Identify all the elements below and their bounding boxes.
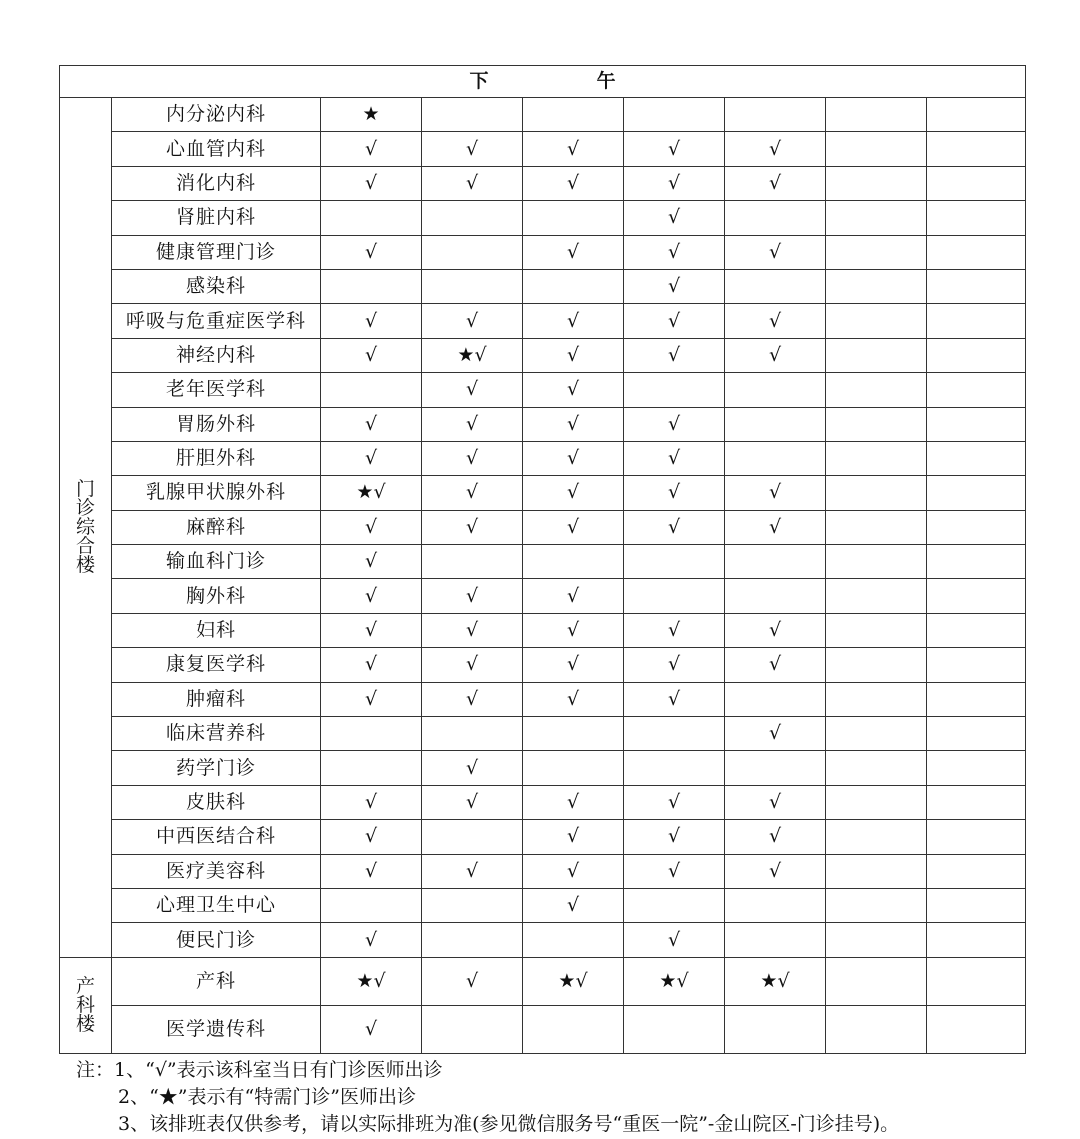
building-char: 科 [75,993,95,1016]
schedule-cell: √ [624,682,725,716]
note-line-2: 2、“★”表示有“特需门诊”医师出诊 [118,1086,416,1108]
table-row [60,166,1026,200]
department-name: 胃肠外科 [112,407,321,441]
schedule-cell [321,717,422,751]
table-row [60,132,1026,166]
department-name: 心血管内科 [112,132,321,166]
schedule-cell [826,682,927,716]
schedule-cell: √ [624,304,725,338]
schedule-cell: √ [624,785,725,819]
schedule-cell [826,1005,927,1053]
schedule-cell: ★√ [321,476,422,510]
table-row [60,854,1026,888]
schedule-cell [321,751,422,785]
header-row [60,66,1026,98]
department-name: 中西医结合科 [112,820,321,854]
schedule-cell [927,304,1026,338]
note-1-check-icon: √ [154,1059,167,1081]
note-1-suffix: ”表示该科室当日有门诊医师出诊 [166,1059,443,1081]
schedule-cell: √ [523,854,624,888]
schedule-cell [422,98,523,132]
schedule-cell [927,98,1026,132]
schedule-cell: √ [624,820,725,854]
table-row [60,1005,1026,1053]
schedule-cell: √ [321,166,422,200]
schedule-cell [927,545,1026,579]
schedule-cell [826,201,927,235]
schedule-cell: √ [422,441,523,475]
schedule-cell [422,717,523,751]
department-name: 妇科 [112,613,321,647]
schedule-cell: √ [725,476,826,510]
schedule-cell [927,957,1026,1005]
schedule-cell: ★√ [321,957,422,1005]
table-row [60,98,1026,132]
schedule-cell: √ [422,476,523,510]
schedule-cell [523,717,624,751]
department-name: 药学门诊 [112,751,321,785]
table-row [60,373,1026,407]
building-char: 门 [75,477,95,500]
schedule-cell: √ [422,854,523,888]
schedule-cell [826,751,927,785]
schedule-cell: √ [321,854,422,888]
schedule-cell [624,373,725,407]
schedule-cell: √ [321,235,422,269]
schedule-cell: √ [523,579,624,613]
department-name: 肿瘤科 [112,682,321,716]
schedule-cell [826,888,927,922]
schedule-cell: √ [725,648,826,682]
table-row [60,888,1026,922]
schedule-cell [927,923,1026,957]
schedule-cell: √ [523,407,624,441]
schedule-cell [826,441,927,475]
schedule-cell [725,1005,826,1053]
schedule-cell: √ [624,441,725,475]
schedule-cell: √ [321,923,422,957]
schedule-cell [422,923,523,957]
schedule-cell [422,201,523,235]
table-row [60,785,1026,819]
department-name: 神经内科 [112,338,321,372]
schedule-cell [725,545,826,579]
schedule-cell [927,854,1026,888]
schedule-cell [422,888,523,922]
schedule-cell: √ [725,613,826,647]
schedule-cell [624,1005,725,1053]
schedule-cell [927,338,1026,372]
schedule-cell: √ [422,166,523,200]
table-row [60,338,1026,372]
schedule-cell [422,545,523,579]
schedule-cell [725,98,826,132]
schedule-cell [725,579,826,613]
schedule-cell: √ [523,613,624,647]
schedule-cell [321,201,422,235]
note-1-prefix: 注：1、“ [76,1059,155,1081]
schedule-cell: √ [523,888,624,922]
building-char: 综 [75,515,95,538]
schedule-cell: √ [523,441,624,475]
schedule-cell [826,545,927,579]
table-row [60,717,1026,751]
schedule-cell [725,269,826,303]
department-name: 医疗美容科 [112,854,321,888]
schedule-cell [725,407,826,441]
schedule-cell: √ [624,407,725,441]
schedule-cell: √ [321,613,422,647]
schedule-cell [927,510,1026,544]
schedule-cell [523,201,624,235]
schedule-cell: √ [321,1005,422,1053]
building-char: 楼 [75,1012,95,1035]
table-row [60,545,1026,579]
schedule-cell [927,613,1026,647]
schedule-cell [422,235,523,269]
schedule-cell [927,751,1026,785]
table-row [60,751,1026,785]
schedule-cell [927,785,1026,819]
schedule-cell [422,269,523,303]
schedule-cell: √ [321,820,422,854]
schedule-cell: √ [321,132,422,166]
schedule-cell: √ [422,682,523,716]
schedule-cell [826,373,927,407]
schedule-cell [927,132,1026,166]
schedule-cell [523,269,624,303]
schedule-cell [725,373,826,407]
schedule-cell: √ [523,682,624,716]
department-name: 产科 [112,957,321,1005]
department-name: 呼吸与危重症医学科 [112,304,321,338]
schedule-cell: √ [725,854,826,888]
schedule-cell [826,304,927,338]
schedule-cell [927,888,1026,922]
schedule-cell [826,648,927,682]
schedule-cell [927,682,1026,716]
schedule-cell: √ [321,338,422,372]
department-name: 感染科 [112,269,321,303]
schedule-cell [624,717,725,751]
schedule-cell: √ [422,373,523,407]
afternoon-header [60,66,1026,98]
schedule-cell [826,269,927,303]
department-name: 心理卫生中心 [112,888,321,922]
schedule-cell [927,648,1026,682]
schedule-cell [826,854,927,888]
table-row [60,269,1026,303]
schedule-cell [624,545,725,579]
schedule-cell: √ [422,751,523,785]
schedule-cell: √ [725,235,826,269]
schedule-cell [725,682,826,716]
schedule-cell: √ [523,166,624,200]
schedule-cell: √ [422,304,523,338]
schedule-table [59,65,1026,1054]
schedule-cell: √ [422,407,523,441]
schedule-cell: √ [624,613,725,647]
schedule-cell [927,407,1026,441]
schedule-cell [826,166,927,200]
schedule-cell [523,1005,624,1053]
building-label-obstetrics [60,957,112,1053]
table-row [60,682,1026,716]
schedule-cell: √ [523,235,624,269]
building-char: 诊 [75,496,95,519]
schedule-cell: √ [624,648,725,682]
notes [76,1057,899,1138]
table-row [60,476,1026,510]
schedule-cell: √ [624,269,725,303]
schedule-cell: √ [321,545,422,579]
schedule-cell: √ [523,338,624,372]
schedule-cell [826,98,927,132]
schedule-cell [725,923,826,957]
schedule-cell [927,269,1026,303]
schedule-cell [624,579,725,613]
schedule-cell: √ [624,510,725,544]
schedule-cell: √ [725,785,826,819]
schedule-cell [927,1005,1026,1053]
table-row [60,648,1026,682]
schedule-cell [321,888,422,922]
department-name: 健康管理门诊 [112,235,321,269]
table-row [60,201,1026,235]
department-name: 临床营养科 [112,717,321,751]
schedule-cell [826,579,927,613]
department-name: 麻醉科 [112,510,321,544]
schedule-cell [422,1005,523,1053]
schedule-cell: √ [422,785,523,819]
schedule-cell: √ [523,132,624,166]
note-line-3: 3、该排班表仅供参考，请以实际排班为准(参见微信服务号“重医一院”-金山院区-门诊挂号)。 [118,1113,900,1135]
department-name: 内分泌内科 [112,98,321,132]
header-title-left: 下 [469,70,489,92]
schedule-cell [523,751,624,785]
building-label-main [60,98,112,958]
schedule-cell [725,441,826,475]
schedule-cell: ★ [321,98,422,132]
schedule-cell: √ [523,648,624,682]
schedule-cell: √ [321,510,422,544]
building-char: 合 [75,534,95,557]
building-char: 楼 [75,553,95,576]
schedule-cell: √ [523,510,624,544]
table-row [60,441,1026,475]
schedule-cell [725,751,826,785]
schedule-cell [422,820,523,854]
schedule-cell [826,476,927,510]
schedule-cell [927,166,1026,200]
schedule-cell [624,751,725,785]
schedule-cell [321,269,422,303]
department-name: 皮肤科 [112,785,321,819]
schedule-cell [826,717,927,751]
schedule-cell [725,201,826,235]
schedule-cell: √ [523,820,624,854]
schedule-cell [826,820,927,854]
schedule-cell [826,785,927,819]
schedule-cell [725,888,826,922]
schedule-cell: √ [321,407,422,441]
table-row [60,579,1026,613]
schedule-cell: √ [725,510,826,544]
department-name: 老年医学科 [112,373,321,407]
schedule-cell: √ [523,476,624,510]
table-row [60,235,1026,269]
department-name: 乳腺甲状腺外科 [112,476,321,510]
schedule-cell [624,888,725,922]
department-name: 消化内科 [112,166,321,200]
schedule-cell: √ [725,166,826,200]
table-row [60,510,1026,544]
department-name: 肾脏内科 [112,201,321,235]
schedule-cell [826,338,927,372]
table-row [60,304,1026,338]
schedule-cell: √ [422,648,523,682]
schedule-cell: √ [624,132,725,166]
schedule-cell [826,923,927,957]
schedule-cell [826,510,927,544]
department-name: 胸外科 [112,579,321,613]
schedule-cell: √ [321,304,422,338]
schedule-cell: √ [624,235,725,269]
schedule-cell: √ [321,648,422,682]
schedule-cell: √ [422,579,523,613]
schedule-cell: √ [624,166,725,200]
schedule-cell: √ [321,785,422,819]
table-row [60,613,1026,647]
schedule-cell: √ [422,132,523,166]
schedule-cell [927,201,1026,235]
header-title-right: 午 [596,70,616,92]
schedule-cell: √ [422,613,523,647]
schedule-cell [826,407,927,441]
schedule-cell: √ [422,957,523,1005]
schedule-cell: √ [523,373,624,407]
department-name: 输血科门诊 [112,545,321,579]
schedule-cell [826,957,927,1005]
schedule-cell: √ [321,682,422,716]
table-row [60,820,1026,854]
schedule-cell: √ [624,476,725,510]
schedule-cell: √ [624,338,725,372]
schedule-cell [826,613,927,647]
schedule-cell [321,373,422,407]
schedule-cell: √ [422,510,523,544]
schedule-cell [927,476,1026,510]
schedule-cell: √ [624,923,725,957]
schedule-cell: √ [321,441,422,475]
schedule-cell [826,235,927,269]
schedule-cell: √ [725,717,826,751]
schedule-cell: ★√ [725,957,826,1005]
schedule-cell: ★√ [624,957,725,1005]
schedule-cell [927,235,1026,269]
table-row [60,407,1026,441]
schedule-cell: √ [321,579,422,613]
schedule-cell [523,923,624,957]
note-line-1 [76,1057,899,1084]
schedule-cell: ★√ [422,338,523,372]
schedule-cell [927,373,1026,407]
schedule-cell: √ [725,132,826,166]
schedule-cell [523,98,624,132]
department-name: 肝胆外科 [112,441,321,475]
department-name: 康复医学科 [112,648,321,682]
schedule-cell: √ [624,854,725,888]
schedule-cell: √ [725,820,826,854]
building-char: 产 [75,974,95,997]
schedule-cell: √ [624,201,725,235]
schedule-cell [523,545,624,579]
schedule-cell: √ [523,304,624,338]
schedule-cell: ★√ [523,957,624,1005]
department-name: 医学遗传科 [112,1005,321,1053]
schedule-cell [927,717,1026,751]
schedule-cell [927,441,1026,475]
department-name: 便民门诊 [112,923,321,957]
table-row [60,923,1026,957]
schedule-cell [927,820,1026,854]
schedule-cell [927,579,1026,613]
schedule-cell: √ [523,785,624,819]
schedule-cell: √ [725,304,826,338]
schedule-cell [624,98,725,132]
schedule-cell: √ [725,338,826,372]
schedule-cell [826,132,927,166]
table-row [60,957,1026,1005]
